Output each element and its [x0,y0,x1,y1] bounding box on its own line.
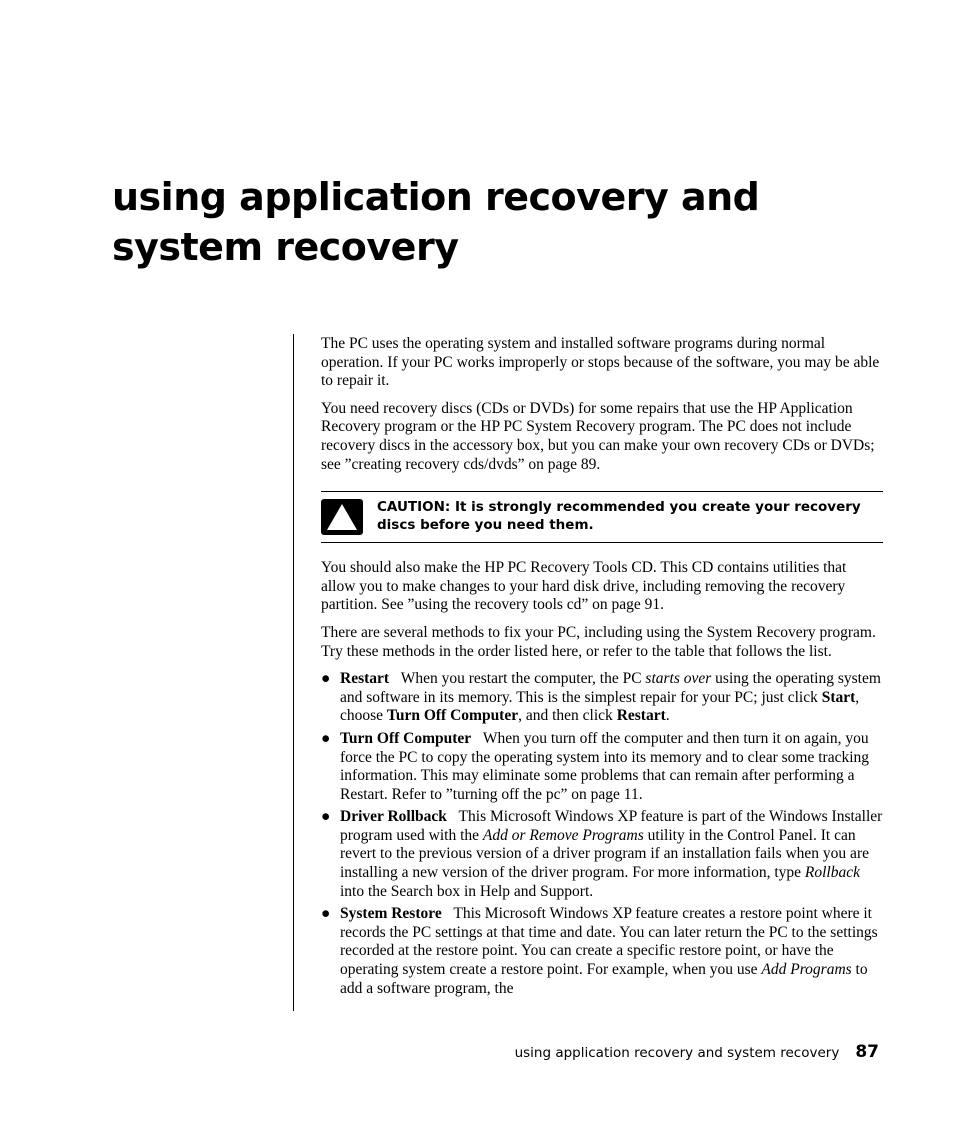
page-number: 87 [855,1042,879,1062]
caution-box [321,491,883,543]
bullet-icon: ● [321,808,331,826]
list-item-system-restore: ● System Restore This Microsoft Windows XP feature creates a restore point where it records the PC settings at that time and date. You can later return the PC to the settings recorded at the restore point. You can create a specific restore point, or have the operating system create a restore point. For example, when you use Add Programs to add a software program, the [321,905,878,997]
bullet-icon: ● [321,905,331,923]
body-content [321,335,883,1002]
margin-rule [293,334,294,1011]
running-title: using application recovery and system recovery [514,1045,840,1061]
term-restart: Restart [340,670,390,688]
list-item-restart: ● Restart When you restart the computer, the PC starts over using the operating system and software in its memory. This is the simplest repair for your PC; just click Start, choose Turn Off Computer, and then click Restart. [321,670,881,725]
page-title [112,172,872,272]
term-system-restore: System Restore [340,905,442,923]
intro-paragraph: The PC uses the operating system and installed software programs during normal operation. If your PC works improperly or stops because of the software, you may be able to repair it. [321,335,880,390]
warning-triangle-icon [321,499,363,535]
methods-paragraph: There are several methods to fix your PC, including using the System Recovery program. Try these methods in the order listed here, or refer to the table that follows the list. [321,623,876,660]
list-item-turn-off-computer: ● Turn Off Computer When you turn off the computer and then turn it on again, you force the PC to copy the operating system into its memory and to clear some tracking information. This may eliminate some problems that can remain after performing a Restart. Refer to ”turning off the pc” on page 11. [321,729,870,803]
recovery-discs-paragraph: You need recovery discs (CDs or DVDs) for some repairs that use the HP Application Recovery program or the HP PC System Recovery program. The PC does not include recovery discs in the accessory box, but you can make your own recovery CDs or DVDs; see ”creating recovery cds/dvds” on page 89. [321,399,875,473]
bullet-icon: ● [321,729,331,747]
page-footer [515,1042,879,1062]
page-title-line-1: using application recovery and [112,175,760,219]
list-item-driver-rollback: ● Driver Rollback This Microsoft Windows XP feature is part of the Windows Installer program used with the Add or Remove Programs utility in the Control Panel. It can revert to the previous version of a driver program if an installation fails when you are installing a new version of the driver program. For more information, type Rollback into the Search box in Help and Support. [321,808,883,900]
repair-methods-list [321,670,883,998]
recovery-tools-paragraph: You should also make the HP PC Recovery Tools CD. This CD contains utilities that allow you to make changes to your hard disk drive, including removing the recovery partition. See ”using the recovery tools cd” on page 91. [321,559,847,614]
term-driver-rollback: Driver Rollback [340,808,447,826]
caution-text: CAUTION: It is strongly recommended you create your recovery discs before you need them. [377,499,861,534]
bullet-icon: ● [321,670,331,688]
term-turn-off-computer: Turn Off Computer [340,729,472,747]
page-title-line-2: system recovery [112,225,459,269]
